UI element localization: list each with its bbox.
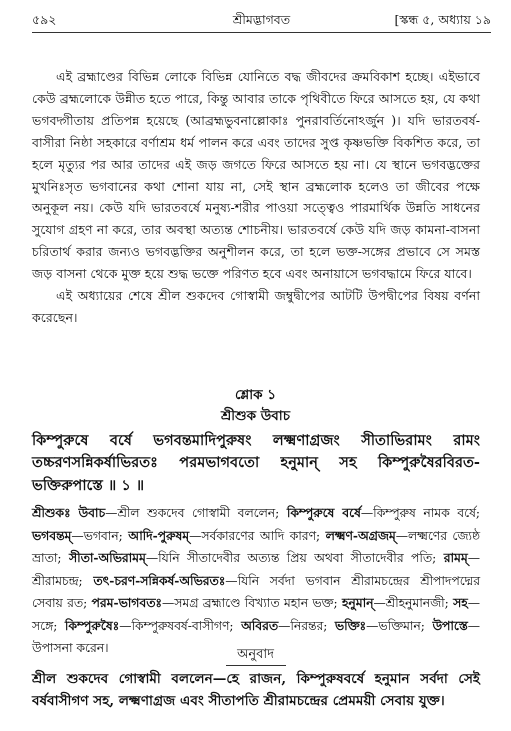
page-header: [32, 12, 491, 32]
word-for-word-synonyms: [32, 502, 480, 659]
synonym-meaning: —সর্বকারণের আদি কারণ;: [189, 528, 326, 543]
intro-paragraph-1: এই ব্রহ্মাণ্ডের বিভিন্ন লোকে বিভিন্ন যোনিতে বদ্ধ জীবদের ক্রমবিকাশ হচ্ছে। এইভাবে কেউ ব্রহ্মলোকে উন্নীত হতে পারে, কিন্তু আবার তাকে পৃথিবীতে ফিরে আসতে হয়, যে কথা ভগবদ্গীতায় প্রতিপন্ন হয়েছে (আব্রহ্মভুবনাল্লোকাঃ পুনরাবর্তিনোঽর্জুন )। যদি ভারতবর্ষ-বাসীরা নিষ্ঠা সহকারে বর্ণাশ্রম ধর্ম পালন করে এবং তাদের সুপ্ত কৃষ্ণভক্তি বিকশিত করে, তা হলে মৃত্যুর পর আর তাদের এই জড় জগতে ফিরে আসতে হয় না। যে স্থানে ভগবদ্ভক্তের মুখনিঃসৃত ভগবানের কথা শোনা যায় না, সেই স্থান ব্রহ্মলোক হলেও তা জীবের পক্ষে অনুকূল নয়। কেউ যদি ভারতবর্ষে মনুষ্য-শরীর পাওয়া সত্ত্বেও পারমার্থিক উন্নতি সাধনের সুযোগ গ্রহণ না করে, তার অবস্থা অত্যন্ত শোচনীয়। ভারতবর্ষে কেউ যদি জড় কামনা-বাসনা চরিতার্থ করার জন্যও ভগবদ্ভক্তির অনুশীলন করে, তা হলে ভক্ত-সঙ্গের প্রভাবে সে সমস্ত জড় বাসনা থেকে মুক্ত হয়ে শুদ্ধ ভক্তে পরিণত হবে এবং অনায়াসে ভগবদ্ধামে ফিরে যাবে।: [32, 69, 480, 282]
synonym-term: পরম-ভাগবতঃ: [91, 595, 162, 611]
sloka-number: শ্লোক ১: [234, 387, 277, 403]
synonym-meaning: —যিনি সর্বদা ভগবান শ্রীরামচন্দ্রের শ্রীপাদপদ্মের সেবায় রত;: [32, 573, 480, 611]
intro-text: [32, 66, 480, 329]
intro-paragraph-2: এই অধ্যায়ের শেষে শ্রীল শুকদেব গোস্বামী জম্বুদ্বীপের আটটি উপদ্বীপের বিষয় বর্ণনা করেছেন।: [32, 288, 480, 325]
synonym-term: তৎ-চরণ-সন্নিকর্ষ-অভিরতঃ: [93, 572, 226, 588]
synonym-meaning: —নিরন্তর;: [278, 618, 335, 633]
synonym-meaning: —শ্রীরামচন্দ্র;: [32, 551, 480, 588]
chapter-reference: [স্কন্ধ ৫, অধ্যায় ১৯: [394, 12, 491, 27]
synonym-meaning: —শ্রীল শুকদেব গোস্বামী বললেন;: [105, 506, 287, 520]
synonym-term: হনুমান্: [341, 595, 374, 611]
synonym-term: সহ: [453, 595, 468, 611]
verse-speaker: শ্রীশুক উবাচ: [220, 408, 291, 424]
synonym-meaning: —শ্রীহনুমানজী;: [373, 596, 454, 611]
synonym-term: ভক্তিঃ: [334, 617, 367, 633]
translation-heading-rule: [226, 665, 286, 666]
synonym-term: অবিরত: [241, 617, 279, 633]
page-number: ৫৯২: [32, 12, 57, 27]
synonym-meaning: —সঙ্গে;: [32, 596, 480, 633]
synonym-term: উপাস্তে: [432, 617, 468, 633]
synonym-meaning: —যিনি সীতাদেবীর অত্যন্ত প্রিয় অথবা সীতাদেবীর পতি;: [145, 551, 444, 566]
synonym-term: কিম্পুরুষৈঃ: [64, 617, 120, 633]
synonym-meaning: —কিম্পুরুষ নামক বর্ষে;: [360, 506, 480, 520]
synonym-term: শ্রীশুকঃ উবাচ: [32, 505, 106, 520]
translation-heading: অনুবাদ: [237, 647, 274, 662]
synonym-term: কিম্পুরুষে বর্ষে: [286, 505, 361, 520]
translation-text: শ্রীল শুকদেব গোস্বামী বললেন—হে রাজন, কিম্পুরুষবর্ষে হনুমান সর্বদা সেই বর্ষবাসীগণ সহ, লক্ষ্মণাগ্রজ এবং সীতাপতি শ্রীরামচন্দ্রের প্রেমময়ী সেবায় যুক্ত।: [32, 671, 480, 710]
book-title: শ্রীমদ্ভাগবত: [232, 12, 291, 27]
synonym-term: রামম্: [443, 550, 468, 566]
synonym-meaning: —ভক্তিমান;: [366, 618, 433, 633]
synonym-term: লক্ষ্মণ-অগ্রজম্: [325, 527, 396, 543]
verse-heading: [0, 385, 511, 427]
synonym-meaning: —লক্ষ্মণের জ্যেষ্ঠ ভ্রাতা;: [32, 528, 480, 566]
synonym-meaning: —ভগবান;: [71, 528, 129, 543]
synonym-meaning: —সমগ্র ব্রহ্মাণ্ডে বিখ্যাত মহান ভক্ত;: [162, 596, 342, 611]
sanskrit-verse: কিম্পুরুষে বর্ষে ভগবন্তমাদিপুরুষং লক্ষ্মণাগ্রজং সীতাভিরামং রামং তচ্চরণসন্নিকর্ষাভিরতঃ পরমভাগবতো হনুমান্ সহ কিম্পুরুষৈরবিরত-ভক্তিরুপাস্তে ॥ ১ ॥: [32, 432, 480, 494]
header-rule: [32, 32, 491, 33]
synonym-term: সীতা-অভিরামম্: [68, 550, 146, 566]
synonym-term: ভগবন্তম্: [32, 527, 72, 543]
synonym-meaning: —উপাসনা করেন।: [32, 618, 481, 655]
synonym-term: আদি-পুরুষম্: [128, 527, 190, 543]
synonym-meaning: —কিম্পুরুষবর্ষ-বাসীগণ;: [119, 618, 242, 633]
